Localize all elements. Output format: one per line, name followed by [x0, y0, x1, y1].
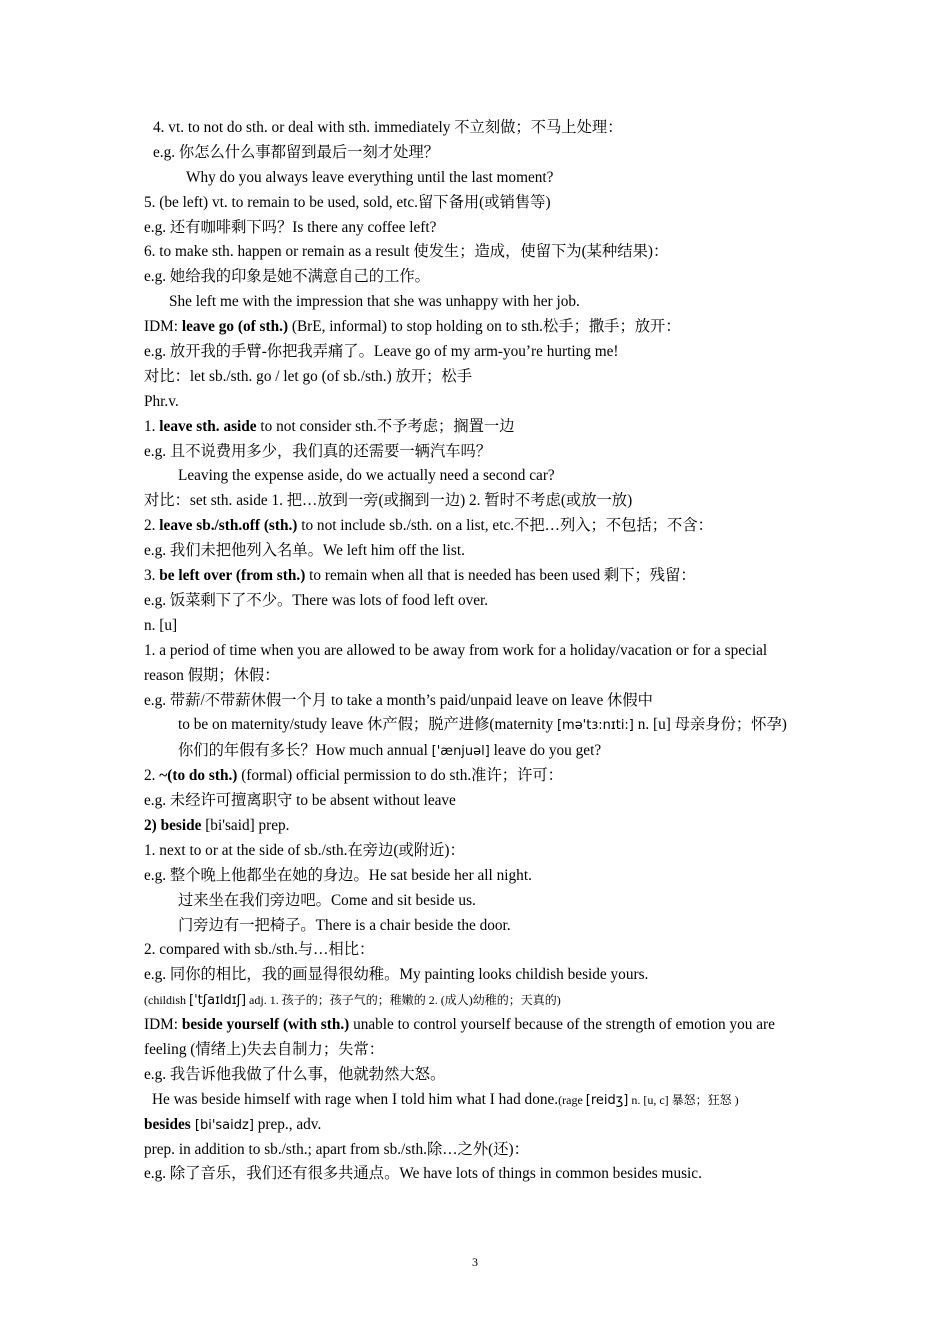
text-line: 1. next to or at the side of sb./sth.在旁边(或附近)： — [144, 841, 465, 859]
line-text: n. [u] 母亲身份；怀孕) — [633, 716, 787, 734]
line-text: (childish — [144, 993, 189, 1008]
text-line: She left me with the impression that she was unhappy with her job. — [169, 293, 580, 311]
text-line: e.g. 饭菜剩下了不少。There was lots of food left over. — [144, 591, 489, 609]
text-line: e.g. 且不说费用多少，我们真的还需要一辆汽车吗？ — [144, 442, 492, 460]
text-line: prep. in addition to sb./sth.; apart from sb./sth.除…之外(还)： — [144, 1140, 529, 1158]
text-line: 2. compared with sb./sth.与…相比： — [144, 941, 375, 959]
text-line — [144, 315, 808, 340]
headword: 2) beside — [144, 816, 202, 834]
line-prefix: 2. — [144, 517, 160, 535]
text-line: Why do you always leave everything until the last moment? — [186, 168, 554, 186]
line-text: unable to control yourself because of the strength of emotion you are feeling (情绪上)失去自制力；失常： — [144, 1016, 775, 1059]
text-line: e.g. 我告诉他我做了什么事，他就勃然大怒。 — [144, 1065, 446, 1083]
text-line: e.g. 未经许可擅离职守 to be absent without leave — [144, 792, 456, 810]
line-text: to not include sb./sth. on a list, etc.不把…列入；不包括；不含： — [297, 517, 713, 535]
line-text: (rage — [558, 1092, 586, 1107]
headword: besides — [144, 1115, 191, 1133]
text-line: e.g. 你怎么什么事都留到最后一刻才处理？ — [153, 143, 439, 161]
line-text: 你们的年假有多长？How much annual — [178, 742, 432, 760]
text-line — [144, 988, 808, 1013]
text-line: e.g. 放开我的手臂-你把我弄痛了。Leave go of my arm-you’re hurting me! — [144, 343, 619, 361]
line-text: n. [u, c] 暴怒；狂怒 ) — [628, 1092, 739, 1107]
headword: leave go (of sth.) — [181, 318, 289, 336]
text-line: 门旁边有一把椅子。There is a chair beside the door. — [178, 916, 511, 934]
line-text: He was beside himself with rage when I told him what I had done. — [152, 1090, 559, 1108]
page-content — [144, 116, 808, 1187]
text-line — [144, 514, 808, 539]
line-text: (formal) official permission to do sth.准许；许可： — [237, 767, 563, 785]
line-text: to not consider sth.不予考虑；搁置一边 — [256, 417, 515, 435]
line-prefix: 2. — [144, 767, 160, 785]
headword: beside yourself (with sth.) — [181, 1016, 350, 1034]
line-prefix: IDM: — [144, 1016, 182, 1034]
text-line: 对比：set sth. aside 1. 把…放到一旁(或搁到一边) 2. 暂时不考虑(或放一放) — [144, 492, 633, 510]
phonetic: [mə'tɜ:nɪti:] — [556, 718, 634, 734]
text-line: e.g. 我们未把他列入名单。We left him off the list. — [144, 542, 465, 560]
text-line — [144, 564, 808, 589]
line-text: (BrE, informal) to stop holding on to sth.松手；撒手；放开： — [288, 318, 681, 336]
text-line — [144, 713, 808, 739]
text-line: e.g. 整个晚上他都坐在她的身边。He sat beside her all night. — [144, 866, 532, 884]
page-number: 3 — [472, 1255, 478, 1269]
text-line: e.g. 她给我的印象是她不满意自己的工作。 — [144, 268, 430, 286]
phonetic: [bi'saidz] — [190, 1117, 254, 1133]
text-line — [144, 739, 808, 764]
headword: be left over (from sth.) — [159, 567, 306, 585]
text-line: e.g. 除了音乐，我们还有很多共通点。We have lots of things in common besides music. — [144, 1165, 702, 1183]
text-line: Leaving the expense aside, do we actually need a second car? — [178, 467, 555, 485]
line-text: to be on maternity/study leave 休产假；脱产进修(maternity — [178, 716, 557, 734]
text-line: e.g. 还有咖啡剩下吗？Is there any coffee left? — [144, 218, 437, 236]
text-line: 4. vt. to not do sth. or deal with sth. immediately 不立刻做；不马上处理： — [153, 119, 623, 136]
line-text: to remain when all that is needed has been used 剩下；残留： — [305, 567, 696, 585]
headword: leave sth. aside — [159, 417, 257, 435]
line-text: prep., adv. — [253, 1115, 322, 1133]
text-line: e.g. 同你的相比，我的画显得很幼稚。My painting looks childish beside yours. — [144, 966, 649, 984]
line-text: adj. 1. 孩子的；孩子气的；稚嫩的 2. (成人)幼稚的；天真的) — [246, 993, 561, 1008]
text-line: 1. a period of time when you are allowed to be away from work for a holiday/vacation or for a special reason 假期；休假： — [144, 641, 768, 684]
text-line: e.g. 带薪/不带薪休假一个月 to take a month’s paid/unpaid leave on leave 休假中 — [144, 691, 653, 709]
phonetic: [reidʒ] — [585, 1092, 629, 1108]
line-text: [bi'said] prep. — [201, 816, 290, 834]
text-line: n. [u] — [144, 616, 178, 634]
text-line: 对比：let sb./sth. go / let go (of sb./sth.) 放开；松手 — [144, 367, 473, 385]
line-text: leave do you get? — [489, 742, 602, 760]
line-prefix: IDM: — [144, 318, 182, 336]
text-line — [144, 415, 808, 440]
text-line — [144, 764, 808, 789]
text-line: Phr.v. — [144, 392, 179, 410]
text-line: 过来坐在我们旁边吧。Come and sit beside us. — [178, 891, 476, 909]
text-line — [144, 1113, 808, 1138]
text-line — [144, 1013, 808, 1063]
line-prefix: 3. — [144, 567, 160, 585]
headword: leave sb./sth.off (sth.) — [159, 517, 298, 535]
phonetic: ['ænjuəl] — [431, 744, 490, 760]
text-line — [144, 814, 808, 839]
text-line — [144, 1088, 808, 1113]
phonetic: ['tʃaɪldɪʃ] — [189, 993, 247, 1009]
line-prefix: 1. — [144, 417, 160, 435]
text-line: 5. (be left) vt. to remain to be used, sold, etc.留下备用(或销售等) — [144, 193, 551, 211]
headword: ~(to do sth.) — [159, 767, 238, 785]
text-line: 6. to make sth. happen or remain as a result 使发生；造成，使留下为(某种结果)： — [144, 243, 669, 261]
